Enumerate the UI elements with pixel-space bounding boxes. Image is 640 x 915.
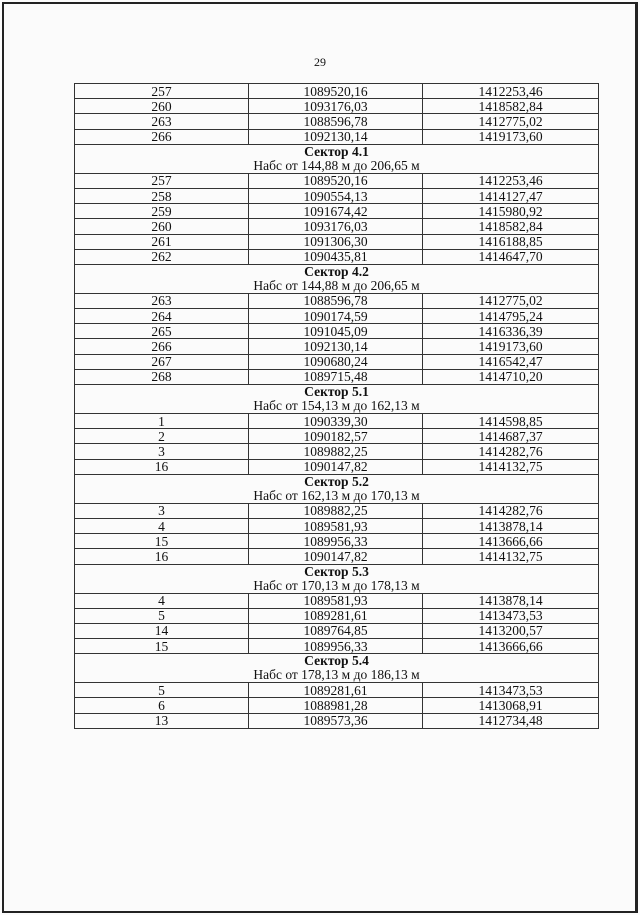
y-coordinate-cell: 1413878,14 (423, 518, 599, 533)
table-row (75, 713, 599, 728)
page-number: 29 (314, 55, 326, 69)
x-coordinate-cell: 1089573,36 (249, 713, 423, 728)
point-number-cell: 261 (75, 234, 249, 249)
x-coordinate-cell: 1089882,25 (249, 503, 423, 518)
x-coordinate-cell: 1089882,25 (249, 444, 423, 459)
table-row (75, 84, 599, 99)
table-row (75, 188, 599, 203)
y-coordinate-cell: 1413878,14 (423, 593, 599, 608)
x-coordinate-cell: 1090174,59 (249, 309, 423, 324)
x-coordinate-cell: 1089581,93 (249, 518, 423, 533)
point-number-cell: 3 (75, 444, 249, 459)
table-row (75, 234, 599, 249)
point-number-cell: 263 (75, 114, 249, 129)
x-coordinate-cell: 1090435,81 (249, 249, 423, 264)
table-row (75, 204, 599, 219)
point-number-cell: 265 (75, 324, 249, 339)
sector-header-row (75, 264, 599, 293)
sector-height-range: Набс от 144,88 м до 206,65 м (253, 277, 420, 293)
y-coordinate-cell: 1415980,92 (423, 204, 599, 219)
x-coordinate-cell: 1091045,09 (249, 324, 423, 339)
sector-header (75, 654, 599, 683)
table-row (75, 354, 599, 369)
y-coordinate-cell: 1418582,84 (423, 99, 599, 114)
y-coordinate-cell: 1416336,39 (423, 324, 599, 339)
table-row (75, 173, 599, 188)
sector-header-row (75, 385, 599, 414)
x-coordinate-cell: 1092130,14 (249, 339, 423, 354)
y-coordinate-cell: 1412775,02 (423, 114, 599, 129)
y-coordinate-cell: 1412775,02 (423, 293, 599, 308)
x-coordinate-cell: 1093176,03 (249, 219, 423, 234)
point-number-cell: 266 (75, 129, 249, 144)
point-number-cell: 2 (75, 429, 249, 444)
point-number-cell: 15 (75, 639, 249, 654)
table-row (75, 339, 599, 354)
sector-header-row (75, 564, 599, 593)
y-coordinate-cell: 1414598,85 (423, 414, 599, 429)
table-row (75, 309, 599, 324)
sector-height-range: Набс от 144,88 м до 206,65 м (253, 157, 420, 173)
sector-title: Сектор 5.2 (304, 474, 369, 489)
sector-header-row (75, 654, 599, 683)
y-coordinate-cell: 1414687,37 (423, 429, 599, 444)
x-coordinate-cell: 1089520,16 (249, 173, 423, 188)
x-coordinate-cell: 1093176,03 (249, 99, 423, 114)
x-coordinate-cell: 1090554,13 (249, 188, 423, 203)
table-row (75, 549, 599, 564)
point-number-cell: 257 (75, 84, 249, 99)
x-coordinate-cell: 1088981,28 (249, 698, 423, 713)
coordinates-table (74, 83, 599, 729)
sector-height-range: Набс от 170,13 м до 178,13 м (253, 577, 420, 593)
y-coordinate-cell: 1413068,91 (423, 698, 599, 713)
x-coordinate-cell: 1091674,42 (249, 204, 423, 219)
point-number-cell: 259 (75, 204, 249, 219)
y-coordinate-cell: 1414282,76 (423, 444, 599, 459)
table-row (75, 503, 599, 518)
table-row (75, 293, 599, 308)
x-coordinate-cell: 1088596,78 (249, 293, 423, 308)
point-number-cell: 14 (75, 623, 249, 638)
table-row (75, 369, 599, 384)
point-number-cell: 262 (75, 249, 249, 264)
x-coordinate-cell: 1091306,30 (249, 234, 423, 249)
y-coordinate-cell: 1419173,60 (423, 339, 599, 354)
sector-title: Сектор 4.1 (304, 144, 369, 159)
point-number-cell: 16 (75, 459, 249, 474)
point-number-cell: 267 (75, 354, 249, 369)
sector-header (75, 144, 599, 173)
y-coordinate-cell: 1414795,24 (423, 309, 599, 324)
point-number-cell: 16 (75, 549, 249, 564)
point-number-cell: 4 (75, 593, 249, 608)
table-row (75, 639, 599, 654)
point-number-cell: 1 (75, 414, 249, 429)
y-coordinate-cell: 1413473,53 (423, 608, 599, 623)
y-coordinate-cell: 1414282,76 (423, 503, 599, 518)
table-row (75, 444, 599, 459)
x-coordinate-cell: 1089581,93 (249, 593, 423, 608)
x-coordinate-cell: 1090339,30 (249, 414, 423, 429)
x-coordinate-cell: 1090182,57 (249, 429, 423, 444)
x-coordinate-cell: 1092130,14 (249, 129, 423, 144)
y-coordinate-cell: 1412253,46 (423, 173, 599, 188)
table-row (75, 683, 599, 698)
sector-title: Сектор 4.2 (304, 264, 369, 279)
table-row (75, 698, 599, 713)
table-row (75, 429, 599, 444)
table-row (75, 249, 599, 264)
y-coordinate-cell: 1413666,66 (423, 639, 599, 654)
point-number-cell: 268 (75, 369, 249, 384)
sector-title: Сектор 5.3 (304, 564, 369, 579)
table-row (75, 114, 599, 129)
point-number-cell: 260 (75, 219, 249, 234)
table-row (75, 608, 599, 623)
sector-title: Сектор 5.4 (304, 653, 369, 669)
point-number-cell: 5 (75, 608, 249, 623)
table-row (75, 219, 599, 234)
point-number-cell: 257 (75, 173, 249, 188)
sector-header-row (75, 474, 599, 503)
y-coordinate-cell: 1414710,20 (423, 369, 599, 384)
sector-header-row (75, 144, 599, 173)
sector-header (75, 474, 599, 503)
x-coordinate-cell: 1089956,33 (249, 639, 423, 654)
point-number-cell: 15 (75, 534, 249, 549)
sector-title: Сектор 5.1 (304, 384, 369, 399)
sector-header (75, 264, 599, 293)
y-coordinate-cell: 1416542,47 (423, 354, 599, 369)
y-coordinate-cell: 1412253,46 (423, 84, 599, 99)
y-coordinate-cell: 1419173,60 (423, 129, 599, 144)
y-coordinate-cell: 1413473,53 (423, 683, 599, 698)
point-number-cell: 264 (75, 309, 249, 324)
y-coordinate-cell: 1413666,66 (423, 534, 599, 549)
x-coordinate-cell: 1089764,85 (249, 623, 423, 638)
table-row (75, 324, 599, 339)
x-coordinate-cell: 1089281,61 (249, 683, 423, 698)
sector-header (75, 564, 599, 593)
x-coordinate-cell: 1089715,48 (249, 369, 423, 384)
sector-height-range: Набс от 178,13 м до 186,13 м (253, 667, 420, 683)
sector-header (75, 385, 599, 414)
table-row (75, 593, 599, 608)
table-row (75, 518, 599, 533)
y-coordinate-cell: 1412734,48 (423, 713, 599, 728)
x-coordinate-cell: 1088596,78 (249, 114, 423, 129)
table-row (75, 99, 599, 114)
point-number-cell: 258 (75, 188, 249, 203)
point-number-cell: 13 (75, 713, 249, 728)
table-row (75, 414, 599, 429)
point-number-cell: 6 (75, 698, 249, 713)
point-number-cell: 266 (75, 339, 249, 354)
x-coordinate-cell: 1090680,24 (249, 354, 423, 369)
table-row (75, 129, 599, 144)
x-coordinate-cell: 1090147,82 (249, 459, 423, 474)
y-coordinate-cell: 1414132,75 (423, 459, 599, 474)
table-row (75, 534, 599, 549)
point-number-cell: 4 (75, 518, 249, 533)
point-number-cell: 3 (75, 503, 249, 518)
x-coordinate-cell: 1089520,16 (249, 84, 423, 99)
point-number-cell: 5 (75, 683, 249, 698)
x-coordinate-cell: 1089956,33 (249, 534, 423, 549)
y-coordinate-cell: 1416188,85 (423, 234, 599, 249)
table-row (75, 459, 599, 474)
y-coordinate-cell: 1414647,70 (423, 249, 599, 264)
point-number-cell: 260 (75, 99, 249, 114)
y-coordinate-cell: 1418582,84 (423, 219, 599, 234)
point-number-cell: 263 (75, 293, 249, 308)
coordinates-table-body (75, 84, 599, 729)
y-coordinate-cell: 1414132,75 (423, 549, 599, 564)
x-coordinate-cell: 1090147,82 (249, 549, 423, 564)
table-row (75, 623, 599, 638)
sector-height-range: Набс от 154,13 м до 162,13 м (253, 398, 420, 413)
x-coordinate-cell: 1089281,61 (249, 608, 423, 623)
y-coordinate-cell: 1414127,47 (423, 188, 599, 203)
sector-height-range: Набс от 162,13 м до 170,13 м (253, 487, 420, 503)
y-coordinate-cell: 1413200,57 (423, 623, 599, 638)
